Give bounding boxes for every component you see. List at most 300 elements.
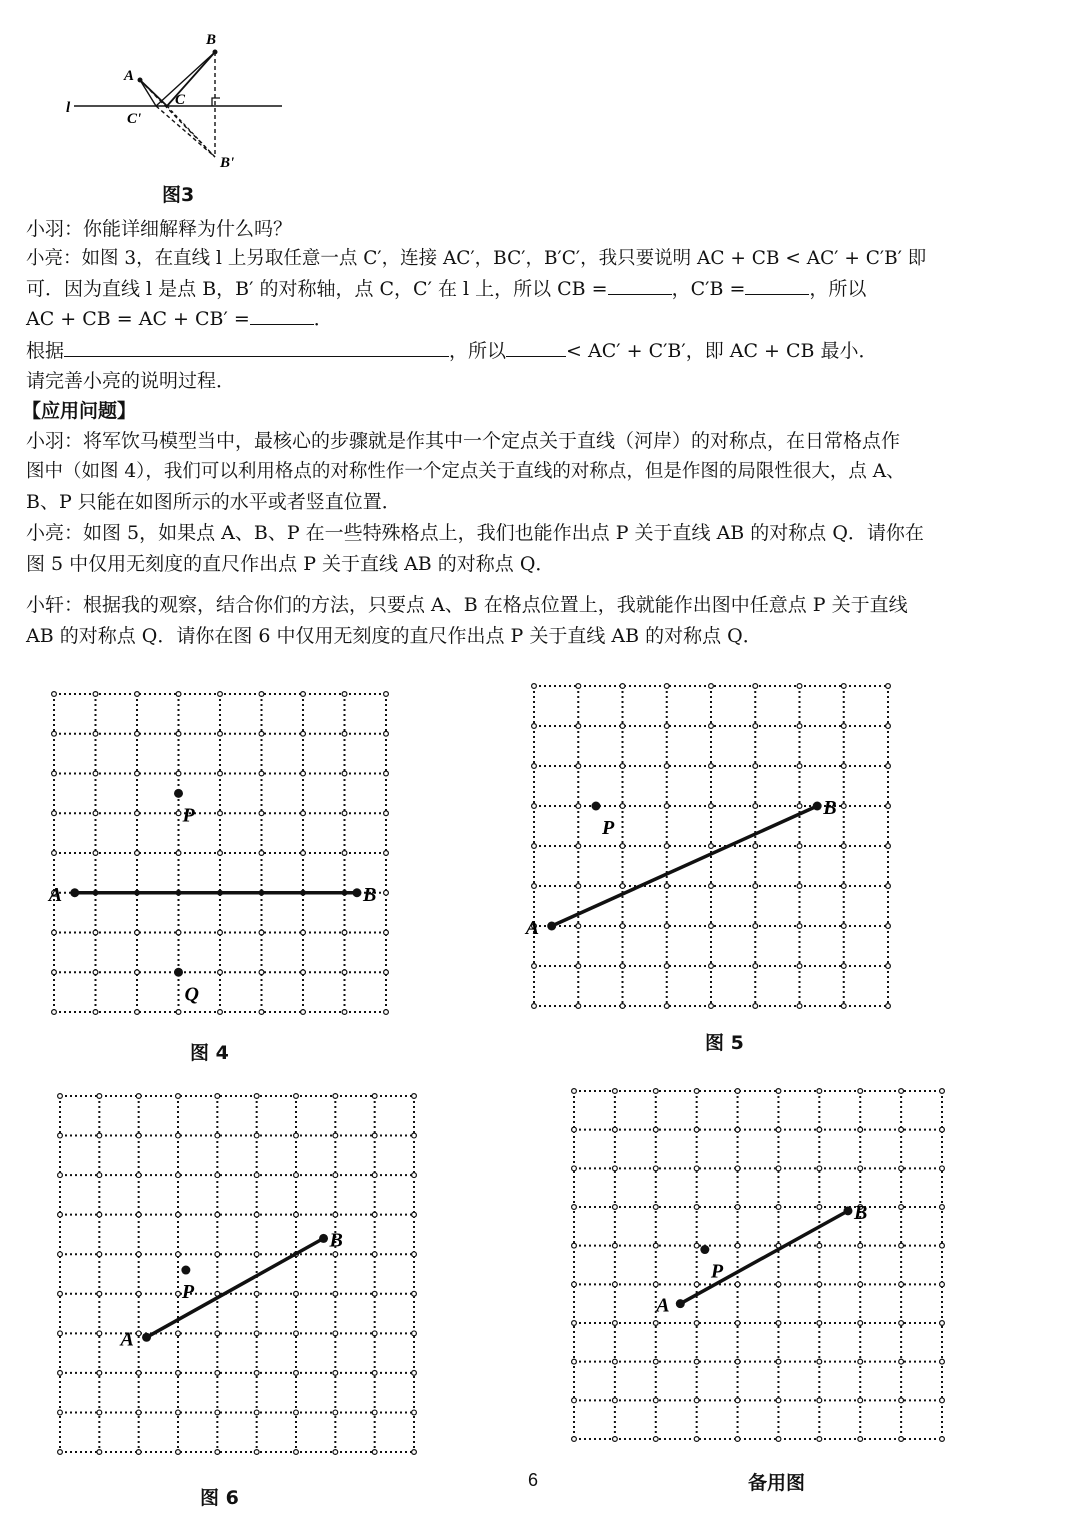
grid-node [899, 1205, 904, 1210]
grid-node [135, 731, 140, 736]
grid-node [97, 1094, 102, 1099]
grid-node [899, 1398, 904, 1403]
grid-node [899, 1166, 904, 1171]
application-p2-line1: 小亮：如图 5，如果点 A、B、P 在一些特殊格点上，我们也能作出点 P 关于直线 AB 的对称点 Q．请你在 [26, 522, 924, 544]
figure-3 [60, 25, 300, 185]
label-Bprime: B' [220, 155, 235, 171]
grid-node [612, 1205, 617, 1210]
grid-node [135, 1010, 140, 1015]
point-B [319, 1234, 328, 1243]
grid-node [259, 811, 264, 816]
grid-node [735, 1205, 740, 1210]
grid-node [532, 844, 537, 849]
grid-node [940, 1243, 945, 1248]
grid-node [899, 1321, 904, 1326]
grid-node [412, 1410, 417, 1415]
point-B [813, 802, 822, 811]
grid-node [333, 1094, 338, 1099]
point-B [352, 888, 361, 897]
label-l: l [66, 100, 71, 116]
grid-node [817, 1205, 822, 1210]
grid-node [694, 1166, 699, 1171]
grid-node [52, 771, 57, 776]
grid-node [135, 692, 140, 697]
label-B: B [362, 883, 377, 906]
grid-node [653, 1205, 658, 1210]
grid-node [412, 1252, 417, 1257]
grid-node [576, 884, 581, 889]
grid-node [215, 1252, 220, 1257]
grid-node [93, 692, 98, 697]
grid-node [215, 1094, 220, 1099]
figure-4 [50, 690, 390, 1016]
application-p3-line2: AB 的对称点 Q．请你在图 6 中仅用无刻度的直尺作出点 P 关于直线 AB 的对称点 Q． [26, 625, 762, 647]
grid-node [176, 1173, 181, 1178]
grid-node [817, 1243, 822, 1248]
grid-node [899, 1437, 904, 1442]
grid-node [301, 930, 306, 935]
label-B: B [823, 797, 837, 819]
blank-5[interactable] [506, 336, 566, 357]
grid-node [58, 1410, 63, 1415]
grid-node [664, 764, 669, 769]
grid-node [817, 1282, 822, 1287]
grid-node [176, 811, 181, 816]
grid-node [176, 1291, 181, 1296]
grid-node [694, 1243, 699, 1248]
grid-node [97, 1410, 102, 1415]
grid-node [532, 1004, 537, 1009]
grid-node [776, 1359, 781, 1364]
grid-node [653, 1321, 658, 1326]
grid-node [97, 1291, 102, 1296]
grid-node [301, 1010, 306, 1015]
grid-node [694, 1127, 699, 1132]
grid-node [797, 964, 802, 969]
grid-node [532, 684, 537, 689]
grid-node [372, 1410, 377, 1415]
grid-node [342, 970, 347, 975]
dialog-line-1: 小羽：你能详细解释为什么吗？ [26, 218, 293, 240]
grid-node [612, 1243, 617, 1248]
grid-node [620, 844, 625, 849]
grid-node [735, 1089, 740, 1094]
grid-node [735, 1127, 740, 1132]
grid-node [333, 1331, 338, 1336]
grid-node [97, 1450, 102, 1455]
grid-node [664, 924, 669, 929]
grid-node [215, 1173, 220, 1178]
grid-node [176, 1252, 181, 1257]
grid-node [333, 1212, 338, 1217]
grid-node [384, 970, 389, 975]
grid-node [254, 1133, 259, 1138]
grid-node [176, 731, 181, 736]
grid-node [899, 1089, 904, 1094]
grid-node [384, 851, 389, 856]
label-B: B [853, 1201, 868, 1224]
grid-node [572, 1205, 577, 1210]
grid-node [858, 1359, 863, 1364]
grid-node [135, 970, 140, 975]
grid-node [135, 811, 140, 816]
grid-node [372, 1094, 377, 1099]
grid-node [858, 1089, 863, 1094]
grid-node [136, 1094, 141, 1099]
grid-node [886, 924, 891, 929]
grid-node [412, 1094, 417, 1099]
point-A [142, 1333, 151, 1342]
grid-node [136, 1173, 141, 1178]
grid-node [940, 1437, 945, 1442]
grid-node [940, 1166, 945, 1171]
grid-node [135, 930, 140, 935]
grid-node [294, 1410, 299, 1415]
dialog-line-5a: 根据 [26, 340, 65, 362]
figure-6 [56, 1092, 418, 1456]
grid-node [886, 764, 891, 769]
grid-node [858, 1243, 863, 1248]
grid-node [333, 1410, 338, 1415]
grid-node [576, 924, 581, 929]
label-A: A [48, 883, 63, 906]
grid-node [858, 1127, 863, 1132]
grid-node [709, 1004, 714, 1009]
grid-node [218, 1010, 223, 1015]
grid-node [384, 771, 389, 776]
grid-node [97, 1252, 102, 1257]
grid-node [753, 684, 758, 689]
grid-node [709, 884, 714, 889]
grid-node [532, 964, 537, 969]
label-Q: Q [184, 983, 199, 1006]
grid-node [572, 1127, 577, 1132]
application-p3-line1: 小轩：根据我的观察，结合你们的方法，只要点 A、B 在格点位置上，我就能作出图中任意点 P 关于直线 [26, 594, 908, 616]
grid-node [412, 1173, 417, 1178]
grid-node [532, 884, 537, 889]
grid-node [664, 1004, 669, 1009]
point-A [547, 922, 556, 931]
grid-node [52, 930, 57, 935]
blank-4[interactable] [64, 336, 449, 357]
point-A [138, 78, 143, 83]
grid-node [620, 964, 625, 969]
grid-node [342, 731, 347, 736]
grid-node [259, 970, 264, 975]
grid-node [412, 1370, 417, 1375]
grid-node [664, 884, 669, 889]
point-B [843, 1206, 852, 1215]
grid-node [858, 1282, 863, 1287]
point-P [700, 1245, 709, 1254]
grid-node [694, 1089, 699, 1094]
point-A [70, 888, 79, 897]
grid-node [940, 1321, 945, 1326]
grid-node [58, 1291, 63, 1296]
grid-node [294, 1094, 299, 1099]
grid-node [612, 1321, 617, 1326]
grid-node [709, 724, 714, 729]
grid-node [899, 1243, 904, 1248]
grid-node [899, 1127, 904, 1132]
grid-node [709, 764, 714, 769]
grid-node [841, 684, 846, 689]
segment-AB [552, 806, 818, 926]
dialog-line-5c: < AC′ + C′B′，即 AC + CB 最小． [566, 340, 878, 362]
grid-node [215, 1450, 220, 1455]
grid-node [301, 851, 306, 856]
grid-node [797, 844, 802, 849]
grid-node [58, 1450, 63, 1455]
grid-node [572, 1243, 577, 1248]
grid-node [797, 684, 802, 689]
grid-node [664, 964, 669, 969]
grid-node [735, 1437, 740, 1442]
grid-node [176, 1331, 181, 1336]
grid-node [294, 1370, 299, 1375]
grid-node [572, 1437, 577, 1442]
grid-node [572, 1089, 577, 1094]
grid-node [259, 930, 264, 935]
segment-Cprime-B [156, 52, 215, 106]
grid-node [218, 930, 223, 935]
grid-node [93, 811, 98, 816]
grid-node [735, 1243, 740, 1248]
label-P: P [182, 804, 195, 827]
grid-node [176, 1212, 181, 1217]
dialog-line-3a: 可．因为直线 l 是点 B，B′ 的对称轴，点 C，C′ 在 l 上，所以 CB = [26, 278, 608, 300]
grid-node [886, 964, 891, 969]
grid-node [176, 1133, 181, 1138]
grid-node [841, 844, 846, 849]
dialog-line-3b: ，C′B = [671, 278, 746, 300]
grid-node [620, 884, 625, 889]
grid-node [753, 1004, 758, 1009]
segment-Cprime-Bprime [156, 106, 215, 157]
grid-node [93, 731, 98, 736]
application-heading: 【应用问题】 [22, 400, 137, 422]
grid-node [176, 692, 181, 697]
grid-node [254, 1173, 259, 1178]
grid-node [886, 884, 891, 889]
grid-node [576, 844, 581, 849]
dialog-line-4b: ． [313, 308, 333, 330]
grid-node [372, 1173, 377, 1178]
grid-node [259, 851, 264, 856]
grid-node [576, 964, 581, 969]
grid-node [940, 1127, 945, 1132]
figure-4-caption: 图 4 [190, 1042, 229, 1064]
label-A: A [656, 1294, 670, 1317]
grid-node [776, 1127, 781, 1132]
grid-node [886, 844, 891, 849]
grid-node [333, 1252, 338, 1257]
blank-1[interactable] [608, 274, 672, 295]
grid-node [797, 724, 802, 729]
grid-node [412, 1212, 417, 1217]
grid-node [333, 1370, 338, 1375]
grid-node [940, 1205, 945, 1210]
label-A: A [124, 68, 135, 84]
grid-node [176, 1010, 181, 1015]
grid-node [294, 1212, 299, 1217]
grid-node [52, 731, 57, 736]
grid-node [97, 1173, 102, 1178]
grid-node [858, 1437, 863, 1442]
point-B [213, 50, 218, 55]
grid-node [886, 1004, 891, 1009]
grid-node [858, 1166, 863, 1171]
dialog-line-3 [26, 274, 866, 304]
label-B: B [329, 1229, 343, 1252]
grid-node [620, 924, 625, 929]
grid-node [940, 1089, 945, 1094]
grid-node [254, 1291, 259, 1296]
grid-node [694, 1398, 699, 1403]
label-A: A [120, 1328, 134, 1351]
grid-node [797, 1004, 802, 1009]
grid-node [58, 1212, 63, 1217]
grid-node [735, 1398, 740, 1403]
grid-node [612, 1089, 617, 1094]
grid-node [776, 1166, 781, 1171]
grid-node [136, 1331, 141, 1336]
dialog-line-6: 请完善小亮的说明过程． [26, 370, 236, 392]
grid-node [342, 771, 347, 776]
grid-node [709, 844, 714, 849]
grid-node [694, 1437, 699, 1442]
grid-node [694, 1205, 699, 1210]
grid-node [612, 1127, 617, 1132]
grid-node [572, 1166, 577, 1171]
grid-node [753, 964, 758, 969]
grid-node [301, 692, 306, 697]
grid-node [136, 1212, 141, 1217]
figure-5-caption: 图 5 [705, 1032, 744, 1054]
grid-node [753, 764, 758, 769]
grid-node [93, 851, 98, 856]
grid-node [176, 1450, 181, 1455]
grid-node [372, 1212, 377, 1217]
grid-node [215, 1133, 220, 1138]
grid-node [52, 970, 57, 975]
dialog-line-4a: AC + CB = AC + CB′ = [26, 308, 250, 330]
grid-node [135, 771, 140, 776]
grid-node [215, 1331, 220, 1336]
point-P [181, 1266, 190, 1275]
grid-node [342, 930, 347, 935]
grid-node [753, 844, 758, 849]
point-P [174, 789, 183, 798]
label-A: A [525, 917, 540, 939]
grid-node [254, 1370, 259, 1375]
grid-node [886, 684, 891, 689]
grid-node [259, 1010, 264, 1015]
grid-node [620, 1004, 625, 1009]
grid-node [218, 970, 223, 975]
grid-node [572, 1282, 577, 1287]
grid-node [664, 724, 669, 729]
grid-node [58, 1252, 63, 1257]
grid-node [841, 724, 846, 729]
grid-node [841, 804, 846, 809]
grid-node [52, 811, 57, 816]
grid-node [294, 1291, 299, 1296]
grid-node [259, 771, 264, 776]
dialog-line-5 [26, 336, 878, 366]
grid-node [817, 1359, 822, 1364]
grid-node [576, 1004, 581, 1009]
dialog-line-4 [26, 304, 333, 334]
grid-node [58, 1173, 63, 1178]
blank-3[interactable] [250, 304, 314, 325]
point-P [591, 802, 600, 811]
grid-node [572, 1398, 577, 1403]
grid-node [572, 1359, 577, 1364]
grid-node [532, 724, 537, 729]
grid-node [858, 1321, 863, 1326]
grid-node [709, 804, 714, 809]
grid-node [218, 771, 223, 776]
grid-node [58, 1331, 63, 1336]
grid-node [384, 930, 389, 935]
grid-node [735, 1359, 740, 1364]
grid-node [384, 811, 389, 816]
grid-node [841, 884, 846, 889]
grid-node [532, 764, 537, 769]
grid-node [797, 884, 802, 889]
grid-node [254, 1410, 259, 1415]
grid-node [218, 851, 223, 856]
grid-node [342, 1010, 347, 1015]
grid-node [776, 1205, 781, 1210]
grid-node [753, 924, 758, 929]
grid-node [653, 1127, 658, 1132]
grid-node [753, 884, 758, 889]
grid-node [259, 731, 264, 736]
grid-node [841, 924, 846, 929]
grid-node [620, 724, 625, 729]
grid-node [886, 724, 891, 729]
grid-node [899, 1282, 904, 1287]
grid-node [940, 1282, 945, 1287]
grid-node [384, 1010, 389, 1015]
grid-node [254, 1212, 259, 1217]
right-angle-mark [212, 98, 220, 106]
grid-node [218, 731, 223, 736]
grid-node [372, 1370, 377, 1375]
grid-node [218, 811, 223, 816]
grid-node [384, 890, 389, 895]
grid-node [136, 1252, 141, 1257]
grid-node [899, 1359, 904, 1364]
grid-node [776, 1437, 781, 1442]
grid-node [342, 692, 347, 697]
grid-node [215, 1370, 220, 1375]
grid-node [653, 1089, 658, 1094]
grid-node [294, 1331, 299, 1336]
grid-node [333, 1133, 338, 1138]
point-A [676, 1299, 685, 1308]
grid-node [176, 851, 181, 856]
grid-node [412, 1291, 417, 1296]
grid-node [664, 804, 669, 809]
grid-node [93, 771, 98, 776]
grid-node [797, 804, 802, 809]
grid-node [136, 1133, 141, 1138]
grid-node [620, 804, 625, 809]
blank-2[interactable] [745, 274, 809, 295]
